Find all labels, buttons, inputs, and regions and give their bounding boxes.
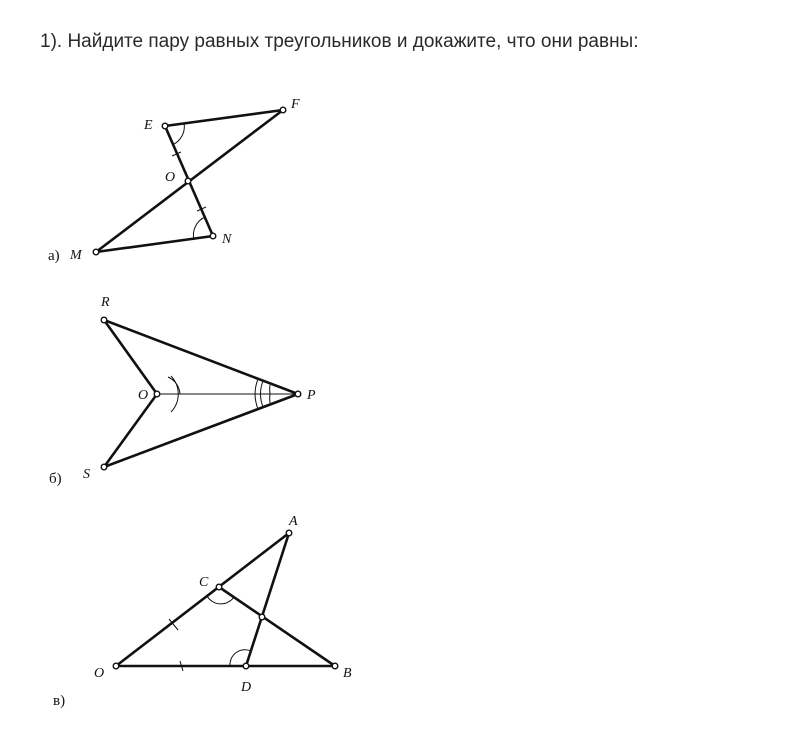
point-label-E: E bbox=[143, 118, 153, 133]
point-label-O-b: O bbox=[138, 388, 148, 403]
figure-c-lines bbox=[113, 530, 338, 671]
segment-AD bbox=[246, 533, 289, 666]
point-label-C: C bbox=[199, 575, 209, 590]
point-label-A: A bbox=[288, 514, 298, 529]
segment-OA bbox=[116, 533, 289, 666]
point-label-M: M bbox=[69, 248, 83, 263]
point-label-P: P bbox=[306, 388, 316, 403]
point-label-N: N bbox=[221, 232, 232, 247]
point-label-S: S bbox=[83, 467, 90, 482]
point-label-O: O bbox=[165, 170, 175, 185]
part-label-b: б) bbox=[49, 471, 62, 487]
question-text: 1). Найдите пару равных треугольников и докажите, что они равны: bbox=[40, 31, 639, 53]
point-label-F: F bbox=[290, 97, 300, 112]
segment-CB bbox=[219, 587, 335, 666]
point-label-D: D bbox=[240, 680, 251, 695]
point-label-B: B bbox=[343, 666, 352, 681]
angle-mark-C bbox=[207, 596, 234, 604]
point-label-R: R bbox=[100, 295, 110, 310]
part-label-c: в) bbox=[53, 693, 65, 709]
part-label-a: а) bbox=[48, 248, 60, 264]
point-label-O-c: O bbox=[94, 666, 104, 681]
